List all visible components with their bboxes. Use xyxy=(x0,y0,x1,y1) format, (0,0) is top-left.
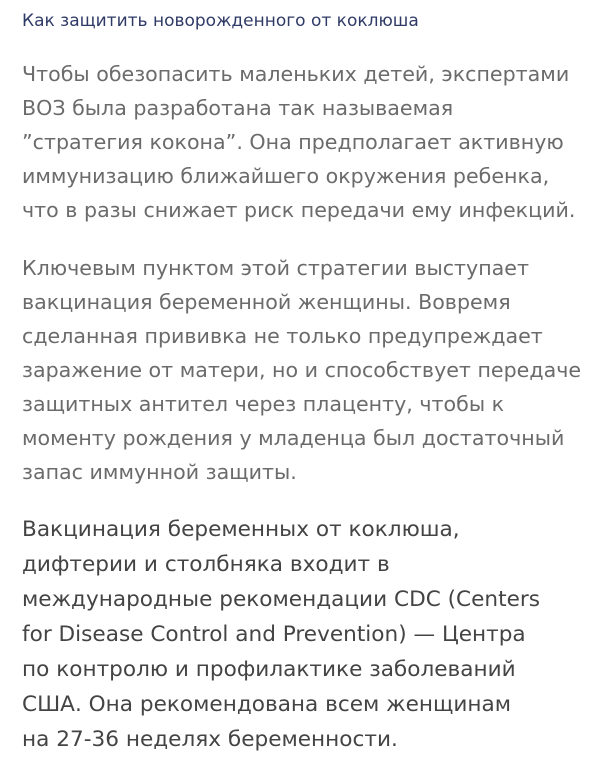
paragraph-line: заражение от матери, но и способствует передаче xyxy=(22,358,582,382)
paragraph-line: запас иммунной защиты. xyxy=(22,460,297,484)
paragraph-line: на 27-36 неделях беременности. xyxy=(22,727,398,752)
paragraph-line: Ключевым пунктом этой стратегии выступает xyxy=(22,256,529,280)
paragraph-line: ВОЗ была разработана так называемая xyxy=(22,96,454,120)
paragraph-line: сделанная прививка не только предупреждает xyxy=(22,324,543,348)
article-heading-link[interactable]: Как защитить новорожденного от коклюша xyxy=(22,11,419,31)
paragraph-line: дифтерии и столбняка входит в xyxy=(22,552,390,577)
paragraph-line: что в разы снижает риск передачи ему инфекций. xyxy=(22,198,576,222)
paragraph-line: ”стратегия кокона”. Она предполагает активную xyxy=(22,130,564,154)
paragraph-line: иммунизацию ближайшего окружения ребенка, xyxy=(22,164,550,188)
paragraph-line: Вакцинация беременных от коклюша, xyxy=(22,517,460,542)
paragraph-line: Чтобы обезопасить маленьких детей, экспертами xyxy=(22,62,570,86)
paragraph-line: защитных антител через плаценту, чтобы к xyxy=(22,392,505,416)
paragraph-line: for Disease Control and Prevention) — Центра xyxy=(22,622,526,647)
paragraph-line: вакцинация беременной женщины. Вовремя xyxy=(22,290,511,314)
paragraph-line: США. Она рекомендована всем женщинам xyxy=(22,692,512,717)
paragraph-line: международные рекомендации CDC (Centers xyxy=(22,587,540,612)
paragraph-line: моменту рождения у младенца был достаточный xyxy=(22,426,565,450)
paragraph-line: по контролю и профилактике заболеваний xyxy=(22,657,516,682)
